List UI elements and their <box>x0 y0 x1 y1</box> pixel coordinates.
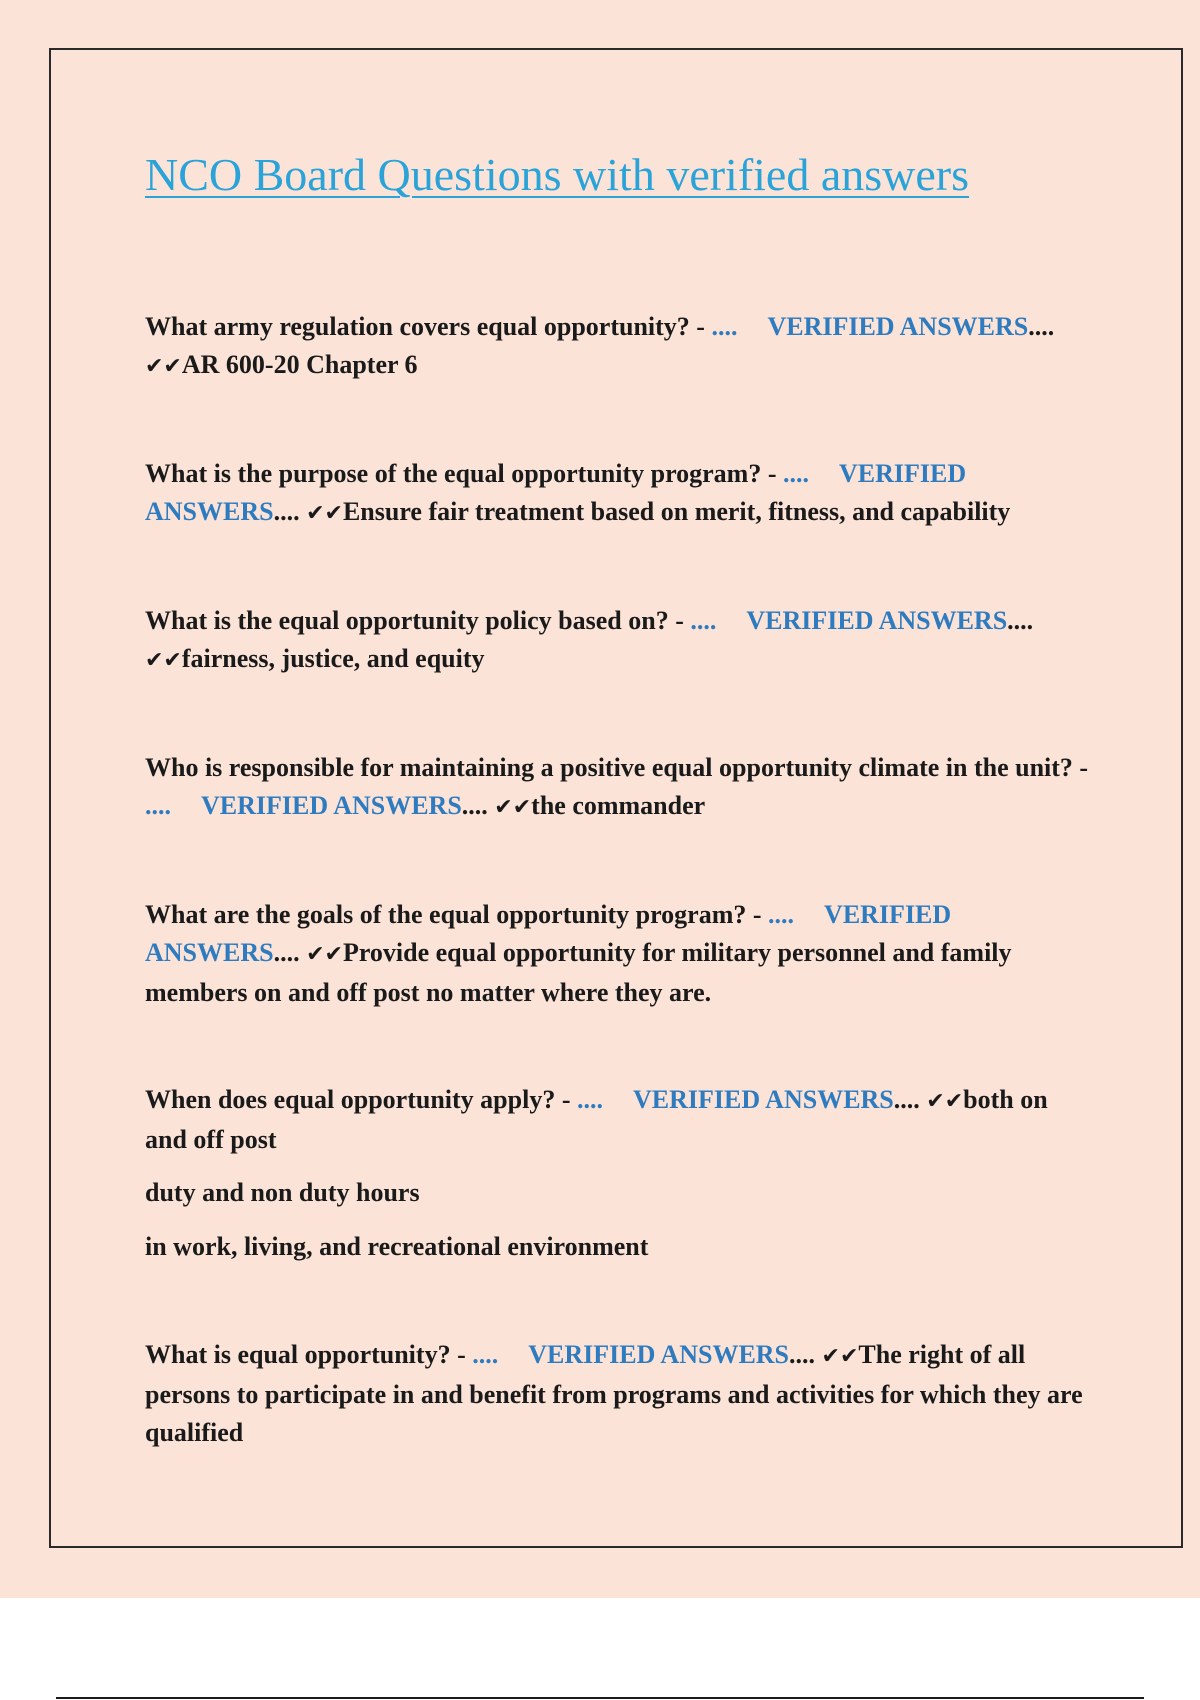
trail-dots: .... <box>273 938 300 967</box>
answer-text: Ensure fair treatment based on merit, fitness, and capability <box>342 497 1011 526</box>
dots-marker: .... <box>576 1085 603 1114</box>
check-icon: ✔✔ <box>145 648 182 673</box>
trail-dots: .... <box>893 1085 920 1114</box>
answer-text: fairness, justice, and equity <box>181 644 485 673</box>
qa-item-6 <box>145 1081 1093 1159</box>
verified-answers-label: VERIFIED ANSWERS <box>145 900 952 967</box>
qa-item-7 <box>145 1336 1093 1452</box>
trail-dots: .... <box>789 1340 816 1369</box>
dots-marker: .... <box>768 900 795 929</box>
dots-marker: .... <box>690 606 717 635</box>
qa-item-1 <box>145 308 1093 386</box>
qa-item-3 <box>145 602 1093 680</box>
verified-answers-label: VERIFIED ANSWERS <box>201 791 462 820</box>
check-icon: ✔✔ <box>306 501 343 526</box>
question-text: What army regulation covers equal opportunity? - <box>145 312 712 341</box>
answer-text: both on and off post <box>145 1085 1048 1154</box>
question-text: What is equal opportunity? - <box>145 1340 473 1369</box>
verified-answers-label: VERIFIED ANSWERS <box>528 1340 790 1369</box>
verified-answers-label: VERIFIED ANSWERS <box>746 606 1008 635</box>
verified-answers-label: VERIFIED ANSWERS <box>767 312 1029 341</box>
answer-text: the commander <box>531 791 706 820</box>
verified-answers-label: VERIFIED ANSWERS <box>145 459 967 526</box>
question-text: What is the equal opportunity policy based on? - <box>145 606 691 635</box>
check-icon: ✔✔ <box>821 1344 859 1369</box>
dots-marker: .... <box>145 791 171 820</box>
answer-text: AR 600-20 Chapter 6 <box>181 350 418 379</box>
trail-dots: .... <box>1007 606 1034 635</box>
question-text: What is the purpose of the equal opportunity program? - <box>145 459 784 488</box>
answer-extra-line: duty and non duty hours <box>145 1178 420 1207</box>
dots-marker: .... <box>711 312 738 341</box>
check-icon: ✔✔ <box>145 354 182 379</box>
dots-marker: .... <box>783 459 810 488</box>
verified-answers-label: VERIFIED ANSWERS <box>632 1085 894 1114</box>
check-icon: ✔✔ <box>926 1089 964 1114</box>
answer-text: Provide equal opportunity for military personnel and family members on and off post no matter where they are. <box>145 938 1012 1007</box>
question-text: When does equal opportunity apply? - <box>145 1085 577 1114</box>
trail-dots: .... <box>461 791 488 820</box>
check-icon: ✔✔ <box>494 795 532 820</box>
qa-item-4 <box>145 749 1093 827</box>
trail-dots: .... <box>1028 312 1055 341</box>
footer-divider <box>56 1697 1144 1699</box>
question-text: What are the goals of the equal opportunity program? - <box>145 900 769 929</box>
question-text: Who is responsible for maintaining a positive equal opportunity climate in the unit? - <box>145 753 1089 782</box>
answer-text: The right of all persons to participate in and benefit from programs and activities for which they are qualified <box>145 1340 1083 1447</box>
trail-dots: .... <box>273 497 300 526</box>
qa-item-2 <box>145 455 1093 533</box>
dots-marker: .... <box>472 1340 499 1369</box>
document-title: NCO Board Questions with verified answers <box>145 149 970 200</box>
qa-item-5 <box>145 896 1093 1012</box>
answer-extra-line: in work, living, and recreational environment <box>145 1232 649 1261</box>
check-icon: ✔✔ <box>306 942 343 967</box>
